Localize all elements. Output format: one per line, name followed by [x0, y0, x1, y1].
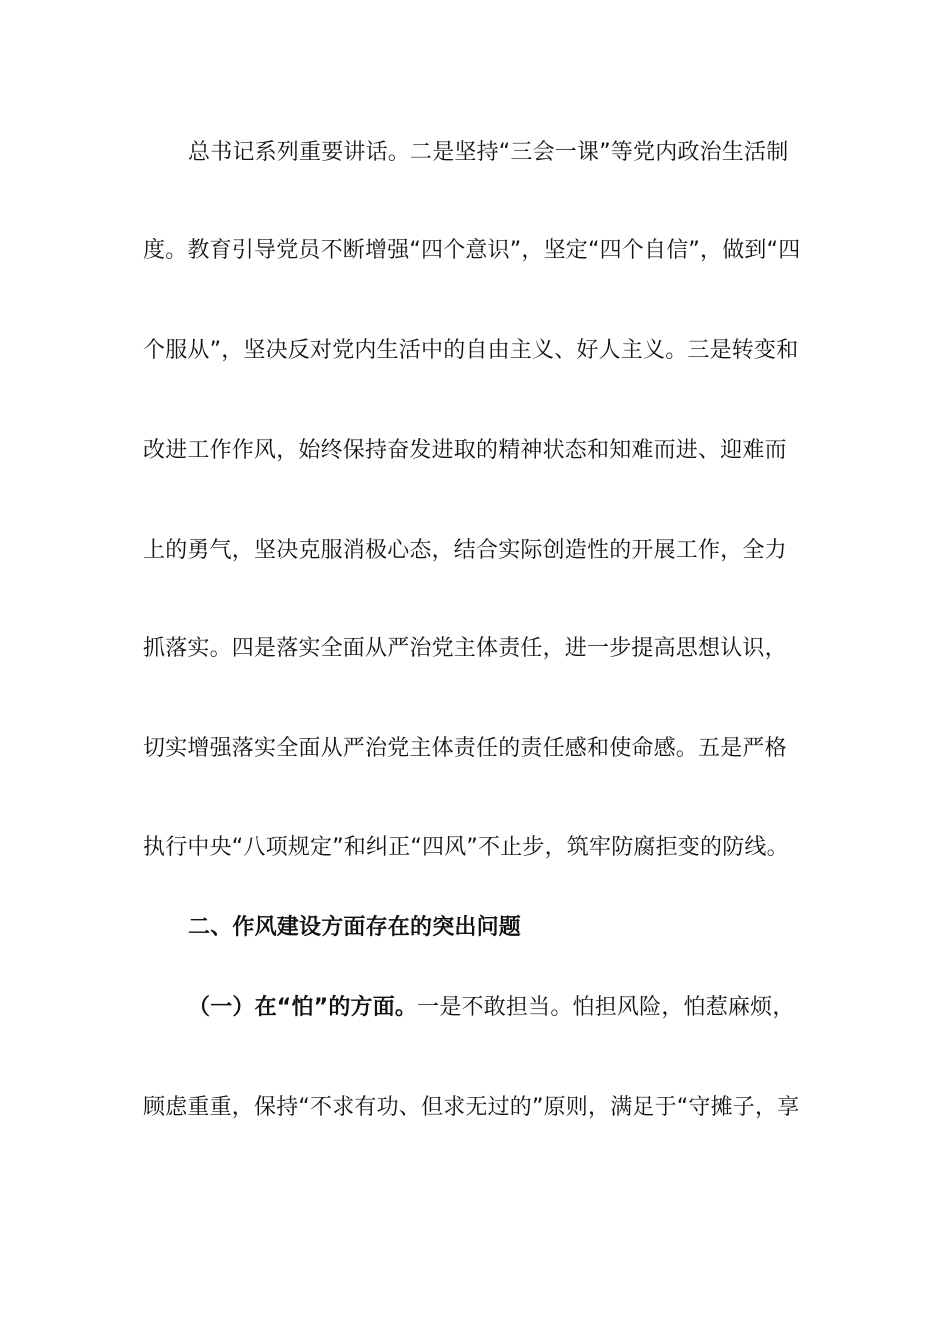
paragraph-line-4: 改进工作作风，始终保持奋发进取的精神状态和知难而进、迎难而 [143, 438, 787, 463]
paragraph-line-7: 切实增强落实全面从严治党主体责任的责任感和使命感。五是严格 [143, 736, 787, 761]
section-heading: 二、作风建设方面存在的突出问题 [188, 915, 522, 940]
paragraph-line-1: 总书记系列重要讲话。二是坚持“三会一课”等党内政治生活制 [188, 140, 789, 165]
paragraph-line-5: 上的勇气，坚决克服消极心态，结合实际创造性的开展工作，全力 [143, 538, 787, 563]
subsection-lead: （一）在“怕”的方面。 [188, 995, 418, 1020]
subsection-line [188, 993, 888, 1023]
paragraph-line-3: 个服从”，坚决反对党内生活中的自由主义、好人主义。三是转变和 [143, 338, 799, 363]
paragraph-line-6: 抓落实。四是落实全面从严治党主体责任，进一步提高思想认识， [143, 636, 787, 661]
subsection-text: 一是不敢担当。怕担风险，怕惹麻烦， [417, 995, 795, 1020]
paragraph-line-2: 度。教育引导党员不断增强“四个意识”，坚定“四个自信”，做到“四 [143, 238, 801, 263]
paragraph-line-last: 顾虑重重，保持“不求有功、但求无过的”原则，满足于“守摊子，享 [143, 1095, 800, 1120]
paragraph-line-8: 执行中央“八项规定”和纠正“四风”不止步，筑牢防腐拒变的防线。 [143, 835, 789, 860]
